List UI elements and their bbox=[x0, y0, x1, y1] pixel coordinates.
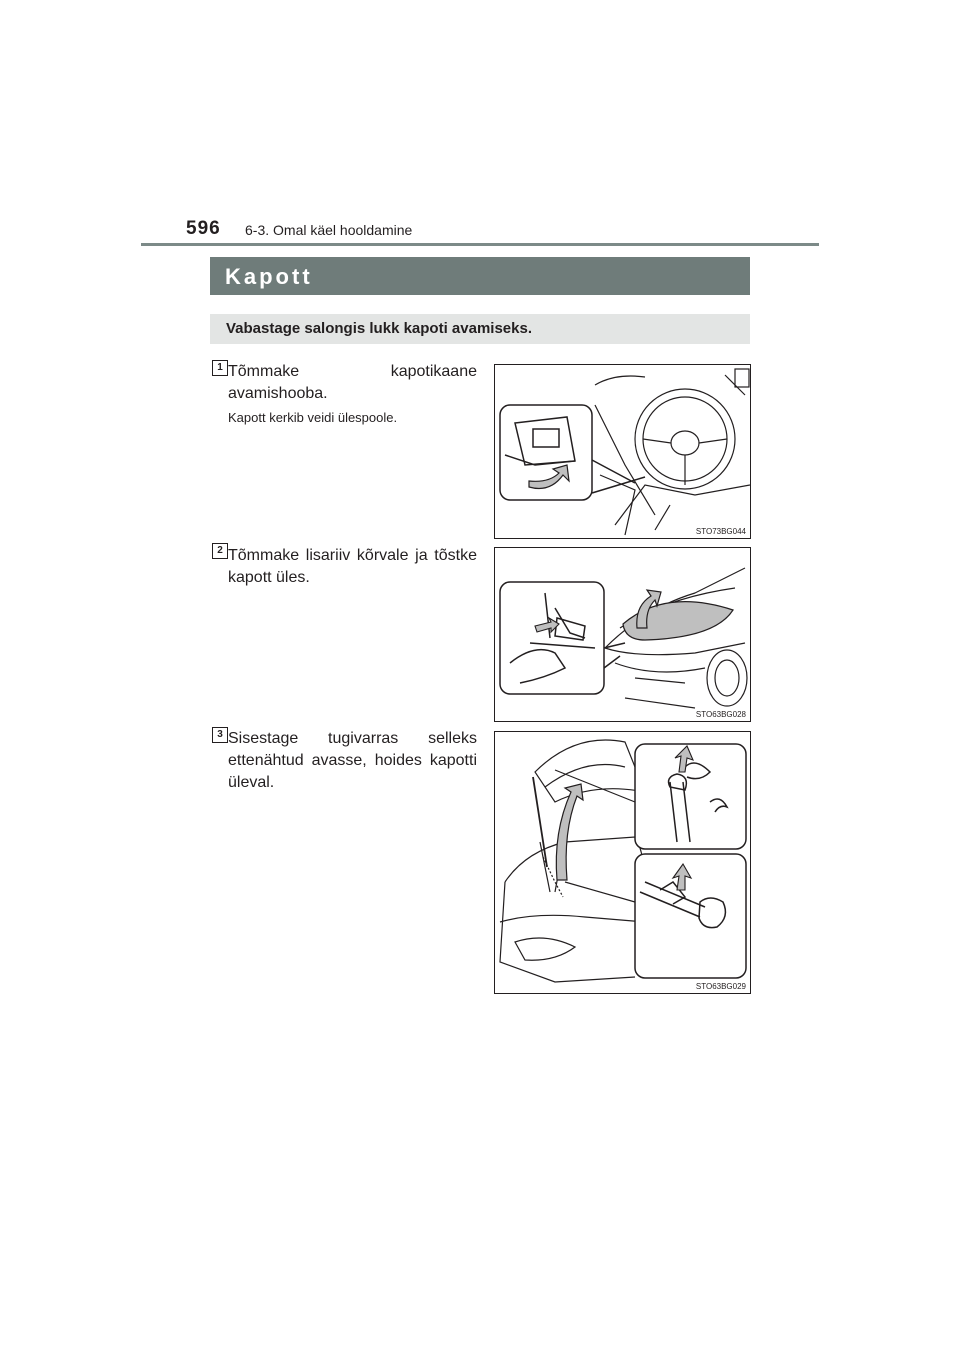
page-number: 596 bbox=[186, 218, 221, 239]
figure-code-1: STO73BG044 bbox=[695, 527, 746, 536]
page-title: Kapott bbox=[225, 264, 313, 289]
step-text-1: Tõmmake kapotikaane avamishooba. bbox=[228, 363, 477, 402]
step-number-1: 1 bbox=[212, 360, 228, 376]
section-reference: 6-3. Omal käel hooldamine bbox=[245, 222, 413, 238]
figure-hood-latch bbox=[494, 547, 751, 722]
figure-code-3: STO63BG029 bbox=[695, 982, 746, 991]
subtitle-bar bbox=[210, 314, 750, 344]
step-text-2: Tõmmake lisariiv kõrvale ja tõstke kapott üles. bbox=[228, 547, 477, 586]
subtitle: Vabastage salongis lukk kapoti avamiseks. bbox=[226, 320, 532, 337]
step-number-3: 3 bbox=[212, 727, 228, 743]
title-bar bbox=[210, 257, 750, 295]
figure-support-rod bbox=[494, 731, 751, 994]
step-number-2: 2 bbox=[212, 543, 228, 559]
figure-hood-release-lever bbox=[494, 364, 751, 539]
figure-code-2: STO63BG028 bbox=[695, 710, 746, 719]
step-text-3: Sisestage tugivarras selleks ettenähtud avasse, hoides kapotti üleval. bbox=[228, 730, 477, 791]
header-rule bbox=[141, 243, 819, 246]
step-note-1: Kapott kerkib veidi ülespoole. bbox=[228, 410, 398, 425]
